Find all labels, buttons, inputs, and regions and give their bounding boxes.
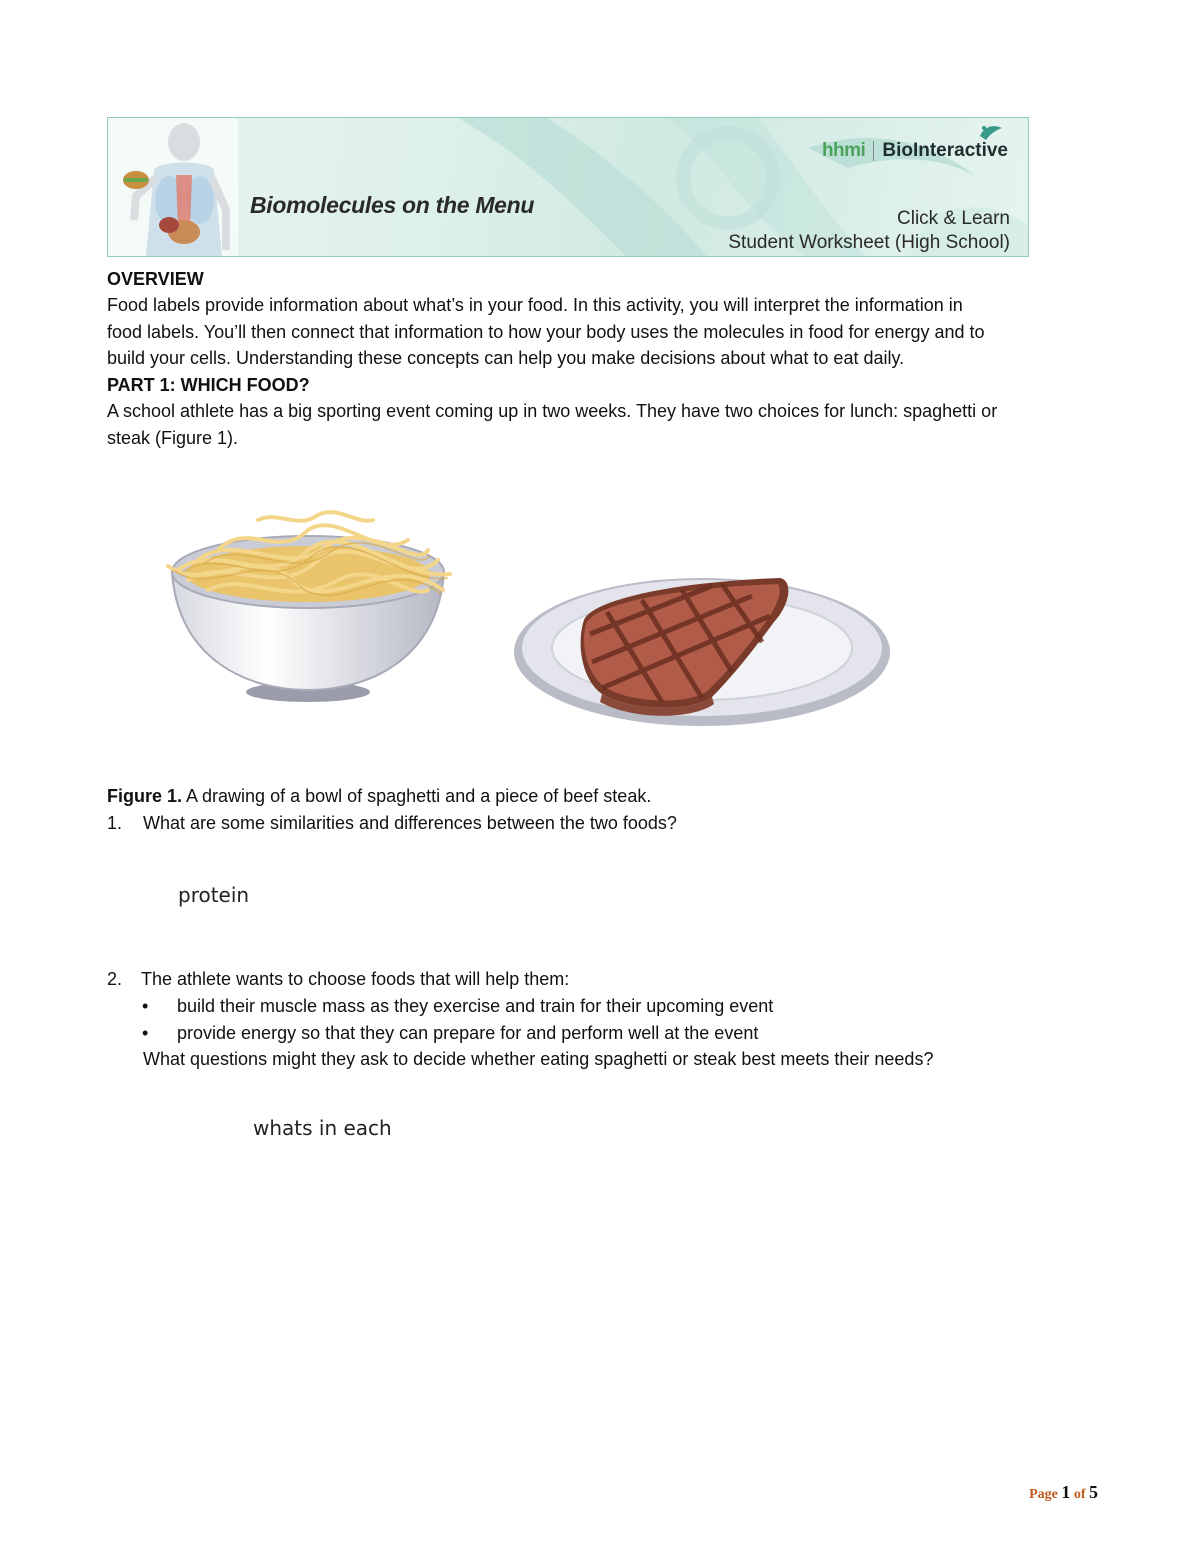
brand-name: BioInteractive	[882, 140, 1008, 161]
brand-divider	[873, 141, 874, 161]
page-total: 5	[1089, 1482, 1098, 1502]
overview-line-2: food labels. You’ll then connect that information to how your body uses the molecules in food for energy and to	[107, 322, 985, 342]
leaf-icon	[976, 122, 1006, 142]
bullet-icon: •	[142, 1023, 149, 1043]
page-current: 1	[1061, 1482, 1071, 1502]
page-number	[1029, 1482, 1098, 1503]
question-2-number: 2.	[107, 969, 123, 989]
spaghetti-bowl-illustration	[158, 500, 458, 710]
steak-plate-illustration	[512, 572, 892, 732]
bullet-icon: •	[142, 996, 149, 1016]
question-2-answer: whats in each	[253, 1116, 392, 1140]
banner-title: Biomolecules on the Menu	[250, 192, 535, 218]
banner-subtitle-worksheet: Student Worksheet (High School)	[728, 232, 1010, 253]
question-2-bullet-2: provide energy so that they can prepare for and perform well at the event	[177, 1023, 759, 1043]
part1-line-1: A school athlete has a big sporting event coming up in two weeks. They have two choices for lunch: spaghetti or	[107, 401, 998, 421]
figure-caption-text: A drawing of a bowl of spaghetti and a piece of beef steak.	[182, 786, 652, 806]
overview-line-1: Food labels provide information about what’s in your food. In this activity, you will interpret the information in	[107, 295, 963, 315]
overview-line-3: build your cells. Understanding these concepts can help you make decisions about what to eat daily.	[107, 348, 905, 368]
question-1-answer: protein	[178, 883, 250, 907]
overview-heading: OVERVIEW	[107, 269, 204, 289]
part1-line-2: steak (Figure 1).	[107, 428, 239, 448]
question-1-number: 1.	[107, 813, 123, 833]
figure-label: Figure 1.	[107, 786, 183, 806]
question-2-followup: What questions might they ask to decide whether eating spaghetti or steak best meets their needs?	[143, 1049, 934, 1069]
header-banner	[107, 117, 1029, 257]
part1-heading: PART 1: WHICH FOOD?	[107, 375, 310, 395]
question-1-text: What are some similarities and differences between the two foods?	[143, 813, 677, 833]
brand-logo	[822, 140, 1008, 162]
page-label: Page	[1029, 1487, 1058, 1502]
page-of-label: of	[1073, 1487, 1086, 1502]
anatomy-illustration	[114, 120, 239, 256]
banner-subtitle-click-learn: Click & Learn	[897, 208, 1010, 229]
question-2-bullet-1: build their muscle mass as they exercise and train for their upcoming event	[177, 996, 774, 1016]
question-2-text: The athlete wants to choose foods that will help them:	[141, 969, 570, 989]
brand-hhmi: hhmi	[821, 140, 866, 161]
figure-caption	[107, 783, 651, 810]
